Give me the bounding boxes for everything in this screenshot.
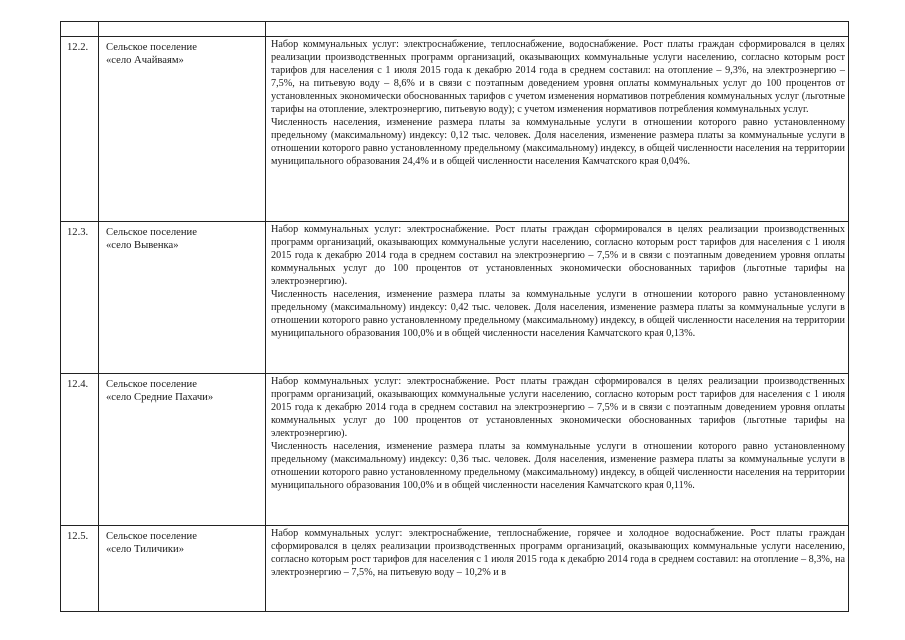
settlement-name: «село Средние Пахачи»	[106, 392, 214, 404]
row-number: 12.5.	[61, 526, 99, 612]
services-paragraph: Набор коммунальных услуг: электроснабжение. Рост платы граждан сформировался в целях реализации производственных программ организаций, оказывающих коммунальные услуги населению, согласно которым рост тарифов для населения с 1 июля 2015 года к декабрю 2014 года в среднем составил на электроэнергию – 7,5% и в связи с поэтапным доведением уровня оплаты коммунальных услуг до 100 процентов от установленных экономически обоснованных тарифов (льготные тарифы на электроэнергию).	[271, 224, 845, 287]
population-paragraph: Численность населения, изменение размера платы за коммунальные услуги в отношении которого равно установленному предельному (максимальному) индексу: 0,42 тыс. человек. Доля населения, изменение размера платы за коммунальные услуги в отношении которого равно установленному предельному (максимальному) индексу, в общей численности населения на территории муниципального образования 100,0% и в общей численности населения Камчатского края 0,13%.	[271, 288, 845, 339]
population-paragraph: Численность населения, изменение размера платы за коммунальные услуги в отношении которого равно установленному предельному (максимальному) индексу: 0,36 тыс. человек. Доля населения, изменение размера платы за коммунальные услуги в отношении которого равно установленному предельному (максимальному) индексу, в общей численности населения на территории муниципального образования 100,0% и в общей численности населения Камчатского края 0,11%.	[271, 440, 845, 491]
services-paragraph: Набор коммунальных услуг: электроснабжение, теплоснабжение, горячее и холодное водоснабжение. Рост платы граждан сформировался в целях реализации производственных программ организаций, оказывающих коммунальные услуги населению, согласно которым рост тарифов для населения с 1 июля 2015 года к декабрю 2014 года в среднем составил: на отопление – 8,3%, на электроэнергию – 7,5%, на питьевую воду – 10,2% и в	[271, 528, 845, 578]
description-cell	[266, 526, 849, 612]
header-cell-description	[266, 22, 849, 37]
table-row	[61, 526, 849, 612]
settlement-type: Сельское поселение	[106, 531, 197, 542]
header-cell-settlement	[99, 22, 266, 37]
table-row	[61, 374, 849, 526]
population-paragraph: Численность населения, изменение размера платы за коммунальные услуги в отношении которого равно установленному предельному (максимальному) индексу: 0,12 тыс. человек. Доля населения, изменение размера платы за коммунальные услуги в отношении которого равно установленному предельному (максимальному) индексу, в общей численности населения на территории муниципального образования 24,4% и в общей численности населения Камчатского края 0,04%.	[271, 116, 845, 167]
table-row	[61, 222, 849, 374]
settlement-name-cell	[99, 222, 266, 374]
settlement-type: Сельское поселение	[106, 42, 197, 53]
settlement-type: Сельское поселение	[106, 227, 197, 238]
row-number: 12.3.	[61, 222, 99, 374]
settlement-name-cell	[99, 526, 266, 612]
services-paragraph: Набор коммунальных услуг: электроснабжение, теплоснабжение, водоснабжение. Рост платы граждан сформировался в целях реализации производственных программ организаций, оказывающих коммунальные услуги населению, согласно которым рост тарифов для населения с 1 июля 2015 года к декабрю 2014 года в среднем составил: на отопление – 9,3%, на электроэнергию – 7,5%, на питьевую воду – 8,6% и в связи с поэтапным доведением уровня оплаты коммунальных услуг до 100 процентов от установленных экономически обоснованных тарифов с учетом изменения нормативов потребления коммунальных услуг (льготные тарифы на отопление, электроэнергию, питьевую воду); с учетом изменения нормативов потребления коммунальных услуг.	[271, 39, 845, 115]
table-header-row	[61, 22, 849, 37]
settlement-name: «село Тиличики»	[106, 544, 185, 556]
description-cell	[266, 374, 849, 526]
table-row	[61, 37, 849, 222]
settlement-name: «село Ачайваям»	[106, 55, 184, 67]
settlement-name-cell	[99, 37, 266, 222]
description-cell	[266, 222, 849, 374]
header-cell-number	[61, 22, 99, 37]
settlement-type: Сельское поселение	[106, 379, 197, 390]
description-cell	[266, 37, 849, 222]
settlement-name: «село Вывенка»	[106, 240, 179, 252]
tariff-table	[60, 21, 849, 612]
row-number: 12.2.	[61, 37, 99, 222]
settlement-name-cell	[99, 374, 266, 526]
row-number: 12.4.	[61, 374, 99, 526]
services-paragraph: Набор коммунальных услуг: электроснабжение. Рост платы граждан сформировался в целях реализации производственных программ организаций, оказывающих коммунальные услуги населению, согласно которым рост тарифов для населения с 1 июля 2015 года к декабрю 2014 года в среднем составил на электроэнергию – 7,5% и в связи с поэтапным доведением уровня оплаты коммунальных услуг до 100 процентов от установленных экономически обоснованных тарифов (льготные тарифы на электроэнергию).	[271, 376, 845, 439]
